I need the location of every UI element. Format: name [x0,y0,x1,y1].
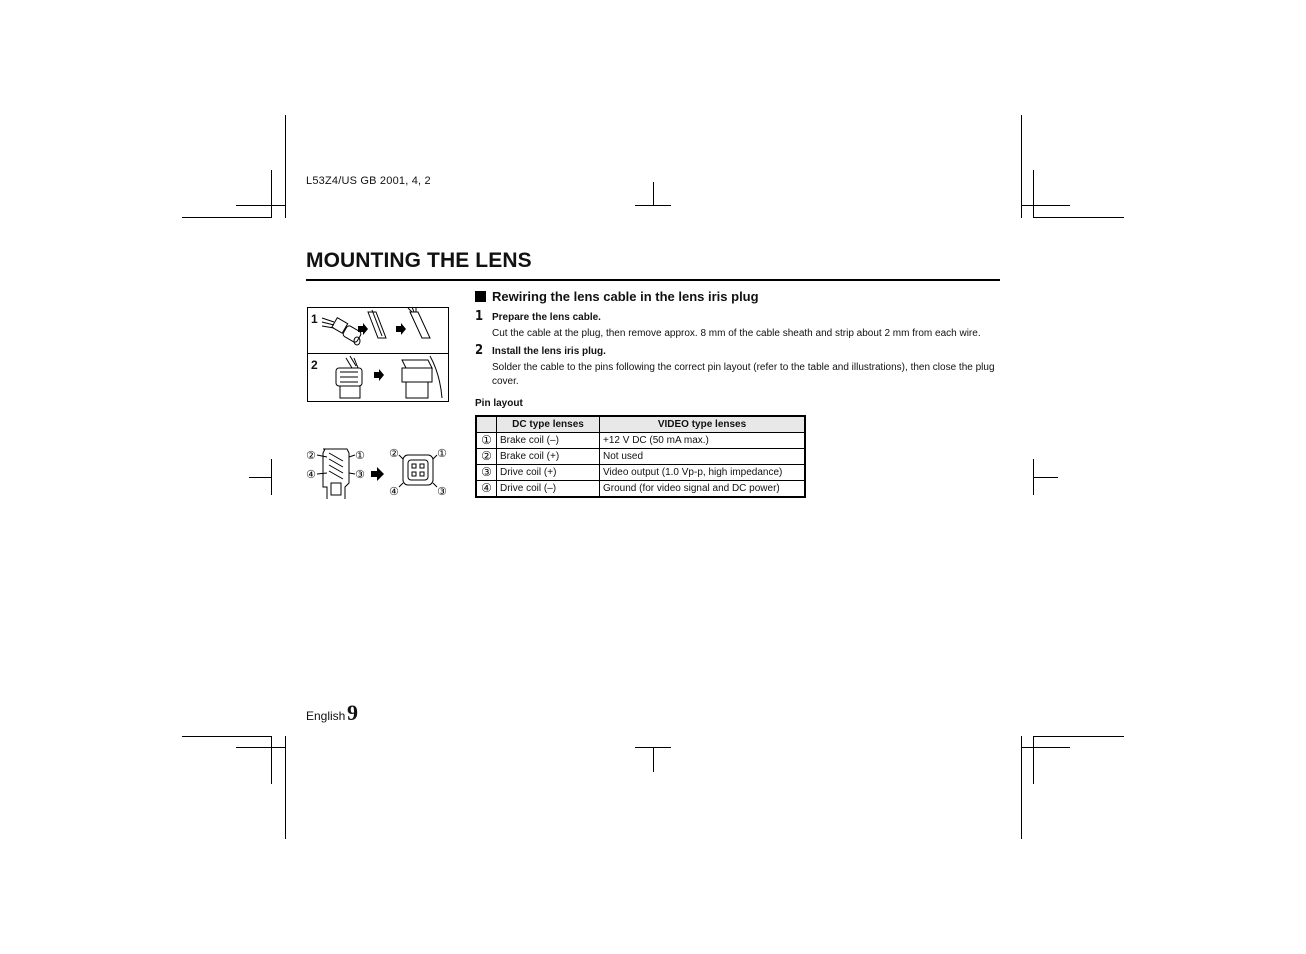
pin-marker: ③ [355,468,365,481]
section-heading-text: Rewiring the lens cable in the lens iris plug [492,289,759,304]
table-header-cell: DC type lenses [497,416,600,433]
crop-mark [236,205,286,206]
pin-marker: ④ [389,485,399,498]
step-title: Install the lens iris plug. [492,346,606,357]
cable-preparation-figure [307,307,449,402]
video-cell: +12 V DC (50 mA max.) [600,433,806,449]
crop-mark [271,736,272,784]
bullet-square-icon [475,291,486,302]
pin-layout-table [475,415,806,498]
crop-mark [285,736,286,839]
figure-step-label: 2 [311,358,318,372]
pin-connector-illustration [305,443,455,503]
plug-assembly-illustration [308,354,448,401]
pin-marker: ② [389,447,399,460]
pin-layout-label: Pin layout [475,398,523,409]
video-cell: Video output (1.0 Vp-p, high impedance) [600,465,806,481]
pin-marker: ② [306,449,316,462]
crop-mark [1034,736,1124,737]
crop-mark [1034,217,1124,218]
step-body: Solder the cable to the pins following the correct pin layout (refer to the table and illustrations), then close the plug cover. [492,362,995,387]
crop-mark [1021,736,1022,839]
video-cell: Not used [600,449,806,465]
cable-strip-illustration [308,308,448,353]
dc-cell: Drive coil (–) [497,481,600,498]
page-number: 9 [347,700,358,725]
pin-number: ① [476,433,497,449]
pin-number: ④ [476,481,497,498]
figure-step-label: 1 [311,312,318,326]
table-header-cell [476,416,497,433]
crop-mark [635,205,671,206]
crop-mark [1021,115,1022,218]
crop-mark [653,182,654,206]
crop-mark [249,477,272,478]
pin-number: ③ [476,465,497,481]
section-heading [475,289,759,304]
table-row [476,481,805,498]
pin-marker: ③ [437,485,447,498]
step-1 [475,309,1002,341]
step-number: 1 [475,309,484,324]
crop-mark [182,736,272,737]
crop-mark [236,747,286,748]
title-rule [306,279,1000,281]
dc-cell: Drive coil (+) [497,465,600,481]
crop-mark [653,748,654,772]
video-cell: Ground (for video signal and DC power) [600,481,806,498]
table-row [476,433,805,449]
crop-mark [182,217,272,218]
step-2 [475,343,1002,389]
dc-cell: Brake coil (–) [497,433,600,449]
document-id: L53Z4/US GB 2001, 4, 2 [306,175,431,187]
table-row [476,465,805,481]
table-row [476,449,805,465]
crop-mark [271,170,272,218]
pin-marker: ① [437,447,447,460]
crop-mark [1021,747,1070,748]
crop-mark [1033,170,1034,218]
crop-mark [1034,477,1058,478]
step-number: 2 [475,343,484,358]
crop-mark [285,115,286,218]
step-title: Prepare the lens cable. [492,312,601,323]
pin-marker: ④ [306,468,316,481]
step-body: Cut the cable at the plug, then remove approx. 8 mm of the cable sheath and strip about 2 mm from each wire. [492,328,981,339]
crop-mark [1021,205,1070,206]
footer-language: English [306,709,346,723]
table-header-row [476,416,805,433]
table-header-cell: VIDEO type lenses [600,416,806,433]
crop-mark [1033,736,1034,784]
dc-cell: Brake coil (+) [497,449,600,465]
pin-marker: ① [355,449,365,462]
pin-number: ② [476,449,497,465]
crop-mark [635,747,671,748]
page-title: MOUNTING THE LENS [306,249,532,272]
